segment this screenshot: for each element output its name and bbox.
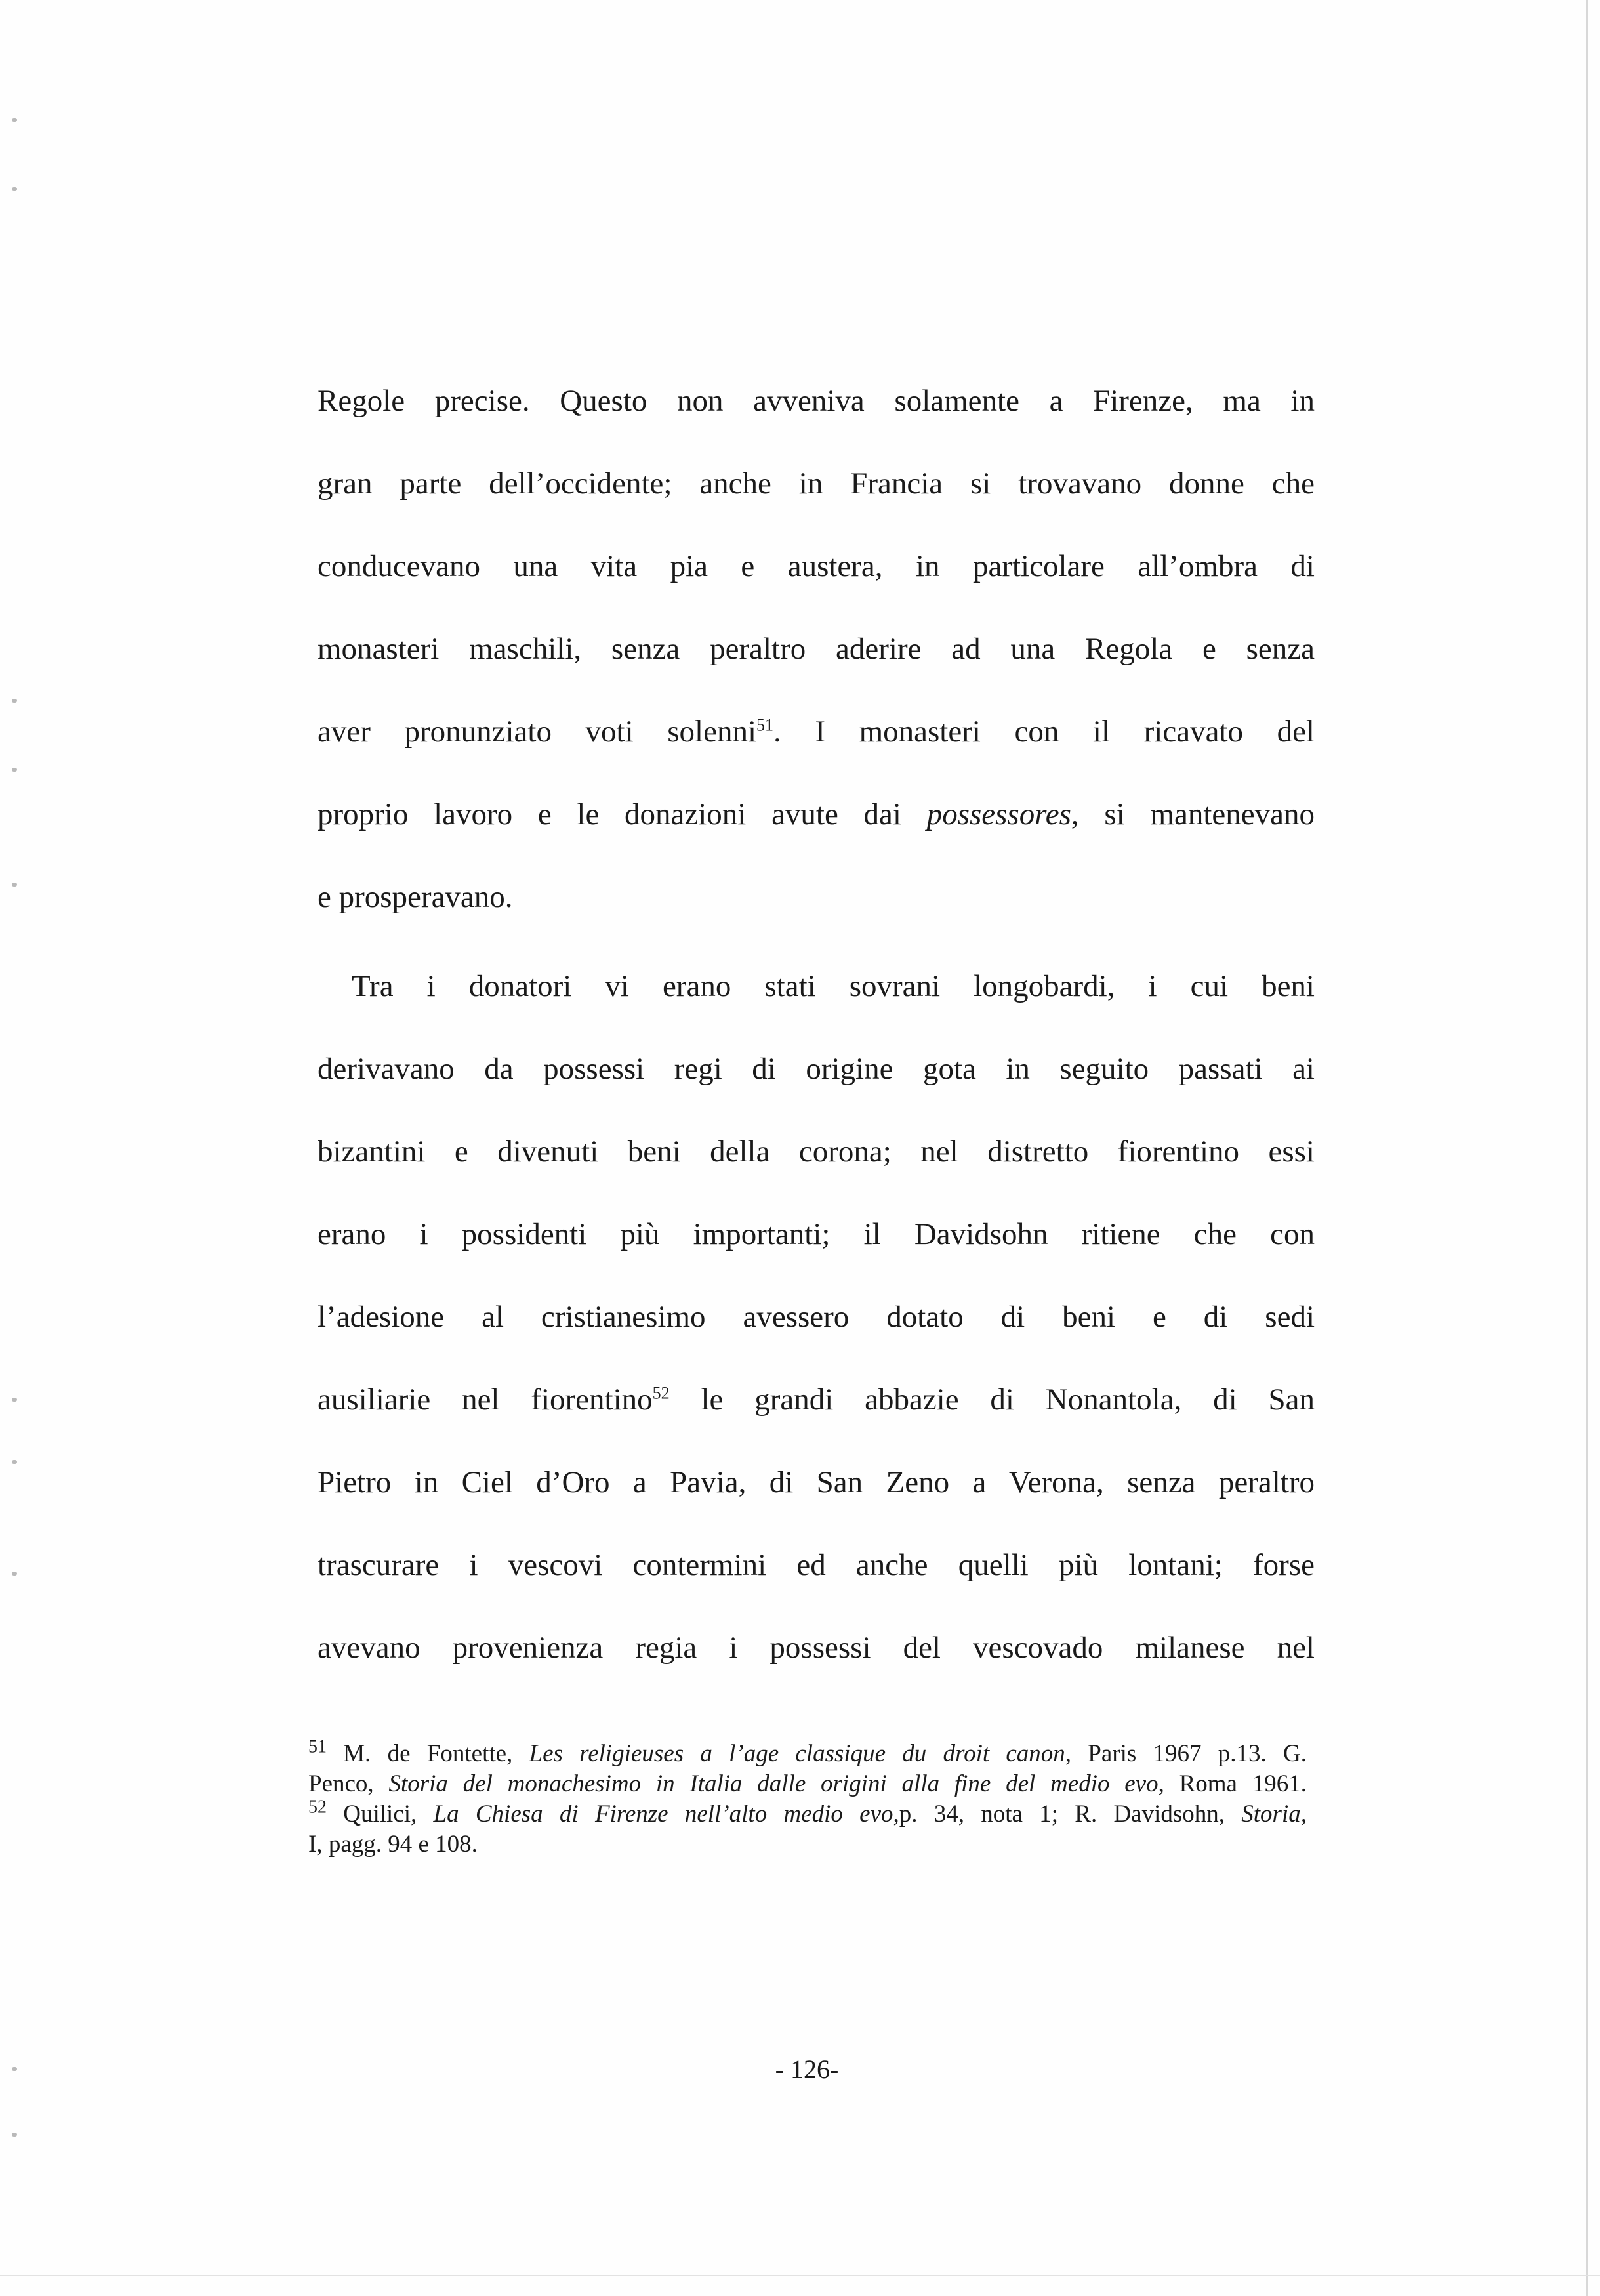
text-line: gran parte dell’occidente; anche in Francia si trovavano donne che [318,467,1315,501]
footnote-line: I, pagg. 94 e 108. [308,1831,478,1858]
text-segment: , si mantenevano [1071,797,1315,831]
text-segment: M. de Fontette, [327,1740,529,1767]
italic-title: Les religieuses a l’age classique du droit canon [529,1740,1065,1767]
text-line [318,773,1315,856]
footnote-number: 52 [308,1797,327,1818]
text-segment: aver pronunziato voti solenni [318,715,756,749]
footnote-52 [308,1799,1307,1860]
text-line: derivavano da possessi regi di origine gota in seguito passati ai [318,1052,1315,1086]
text-segment: ausiliarie nel fiorentino [318,1383,653,1417]
margin-speck [12,1398,17,1402]
footnotes [308,1736,1307,1860]
footnote-line [308,1769,1307,1799]
italic-term: possessores [926,797,1071,831]
text-line: Tra i donatori vi erano stati sovrani longobardi, i cui beni [352,969,1315,1003]
text-segment: , Roma 1961. [1158,1770,1307,1797]
italic-title: Storia del monachesimo in Italia dalle origini alla fine del medio evo [388,1770,1159,1797]
scan-edge-bottom [0,2275,1600,2276]
text-line: conducevano una vita pia e austera, in particolare all’ombra di [318,549,1315,583]
text-line: Pietro in Ciel d’Oro a Pavia, di San Zeno a Verona, senza peraltro [318,1465,1315,1499]
text-line: l’adesione al cristianesimo avessero dotato di beni e di sedi [318,1300,1315,1334]
paragraph-2 [318,945,1315,1689]
margin-speck [12,768,17,772]
text-segment: Penco, [308,1770,389,1797]
footnote-51 [308,1736,1307,1799]
footnote-line [308,1799,1307,1829]
text-segment: ,p. 34, nota 1; R. Davidsohn, [893,1801,1242,1827]
italic-title: La Chiesa di Firenze nell’alto medio evo [433,1801,893,1827]
text-line [318,1358,1315,1441]
text-line: monasteri maschili, senza peraltro aderire ad una Regola e senza [318,632,1315,666]
text-line: avevano provenienza regia i possessi del vescovado milanese nel [318,1631,1315,1665]
margin-speck [12,187,17,191]
margin-speck [12,2067,17,2071]
text-line [318,690,1315,773]
body-text [318,360,1315,1689]
text-segment: le grandi abbazie di Nonantola, di San [669,1383,1315,1417]
text-line: e prosperavano. [318,880,513,914]
text-line: Regole precise. Questo non avveniva solamente a Firenze, ma in [318,384,1315,418]
text-segment: . I monasteri con il ricavato del [773,715,1315,749]
page-number: - 126- [775,2055,839,2084]
italic-title: Storia, [1241,1801,1307,1827]
text-segment: , Paris 1967 p.13. G. [1065,1740,1307,1767]
text-line: erano i possidenti più importanti; il Davidsohn ritiene che con [318,1217,1315,1251]
text-segment: proprio lavoro e le donazioni avute dai [318,797,927,831]
margin-speck [12,1460,17,1464]
margin-speck [12,699,17,703]
text-line: trascurare i vescovi contermini ed anche quelli più lontani; forse [318,1548,1315,1582]
footnote-ref-51: 51 [756,715,773,735]
text-segment: Quilici, [327,1801,434,1827]
margin-speck [12,2133,17,2137]
scan-edge-right [1586,0,1588,2296]
margin-speck [12,1572,17,1576]
footnote-line [308,1736,1307,1769]
footnote-ref-52: 52 [652,1383,670,1403]
text-line: bizantini e divenuti beni della corona; nel distretto fiorentino essi [318,1135,1315,1169]
margin-speck [12,118,17,122]
paragraph-1 [318,360,1315,938]
margin-speck [12,883,17,887]
footnote-number: 51 [308,1736,327,1757]
